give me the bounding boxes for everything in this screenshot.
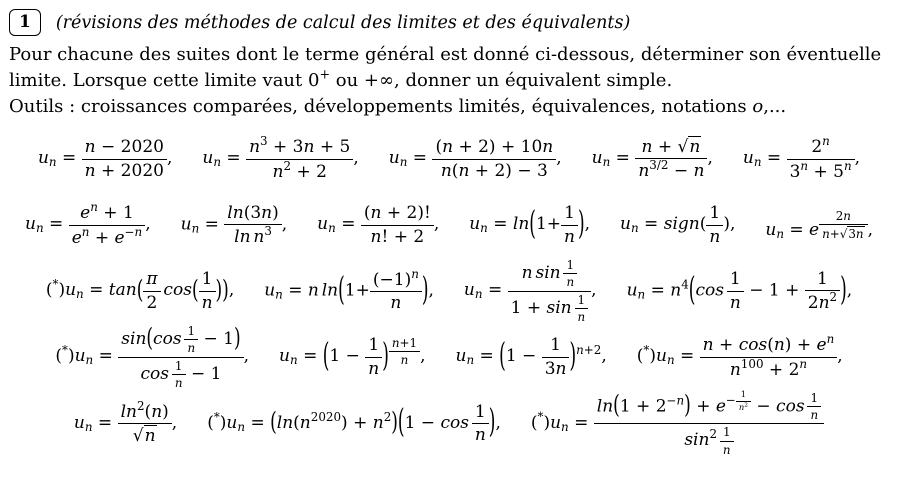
intro-line-3: Outils : croissances comparées, développements limités, équivalences, notations o,...: [9, 96, 787, 117]
intro-line-2: limite. Lorsque cette limite vaut 0+ ou +∞, donner un équivalent simple.: [9, 66, 673, 91]
formula: $u_n$ = sign( $\frac{1}{n}$ ),: [620, 203, 736, 247]
formula: $u_n = e$ $^{\frac{2n}{n+√3n}}$ ,: [765, 208, 873, 242]
formula: $(^*)u_n$ = sin(cos $\frac{1}{n}$ − 1) cos $\frac{1}{n}$ − 1 ,: [55, 323, 250, 390]
formula: $u_n$ = $\frac{\ln(3n)}{\ln n^3}$ ,: [180, 202, 288, 248]
exercise-number: 1: [19, 12, 31, 32]
formula: $u_n$ = n sin $\frac{1}{n}$ 1 + sin $\frac{1}{n}$ ,: [463, 258, 597, 324]
formula: $u_n = n$ ln(1+ $\frac{(-1)^n}{n}$ ),: [264, 266, 434, 314]
formula: $u_n$ = $\frac{(n + 2) + 10n}{n(n + 2) - 3}$ ,: [388, 137, 562, 181]
exercise-header: [9, 9, 890, 36]
formula-row: [8, 126, 890, 192]
formula-rows: [8, 126, 890, 457]
formula: $u_n$ = $\frac{e^n + 1}{e^n + e^{-n}}$ ,: [25, 200, 151, 248]
formula: $u_n = \ln(1+$ $\frac{1}{n}$ ),: [469, 203, 591, 247]
intro-paragraph: [9, 42, 890, 120]
formula-row: [8, 192, 890, 258]
formula: $u_n$ = $\frac{n^3 + 3n + 5}{n^2 + 2}$ ,: [202, 134, 359, 182]
formula: $u_n = (1$ − $\frac{1}{3n}$ )$^{n+2}$,: [455, 335, 607, 379]
intro-line-1: Pour chacune des suites dont le terme général est donné ci-dessous, déterminer son éventuelle: [9, 44, 882, 65]
formula: $(^*)u_n = \tan$( $\frac{\pi}{2}$ cos( $\frac{1}{n}$ )),: [45, 269, 235, 313]
formula: $u_n$ = $\frac{2^n}{3^n + 5^n}$ ,: [742, 134, 861, 182]
formula: $(^*)u_n = (\ln(n^{2020}) + n^2)(1 - \cos$ $\frac{1}{n}$ ),: [207, 401, 501, 445]
formula: $u_n$ = $\frac{(n + 2)!}{n! + 2}$ ,: [317, 203, 440, 247]
formula: $u_n$ = $\frac{\ln^2(n)}{√n}$ ,: [73, 398, 178, 446]
exercise-subtitle: (révisions des méthodes de calcul des limites et des équivalents): [55, 12, 631, 33]
exercise-number-box: [9, 9, 41, 36]
formula-row: [8, 258, 890, 324]
formula: $u_n$ = $\frac{n - 2020}{n + 2020}$ ,: [37, 137, 173, 181]
formula: $u_n$ = $\frac{n + √n}{n^{3/2} - n}$ ,: [591, 137, 713, 182]
formula-row: [8, 390, 890, 457]
formula: $u_n = (1$ − $\frac{1}{n}$ ) $^{\frac{n+1}{n}}$ ,: [279, 335, 426, 379]
formula: $(^*)u_n$ = $\frac{n + \cos(n) + e^n}{n^{100} + 2^n}$ ,: [636, 332, 843, 380]
formula: $u_n = n^4(\cos$ $\frac{1}{n}$ − 1 + $\frac{1}{2n^2}$ ),: [626, 268, 853, 314]
formula: $(^*)u_n$ = $\ln(1 + 2^{-n}) + e^{- \frac{1}{n^2}}$ − cos $\frac{1}{n}$ $\sin^2$ $\frac{1}{n}$: [531, 390, 824, 457]
formula-row: [8, 324, 890, 390]
